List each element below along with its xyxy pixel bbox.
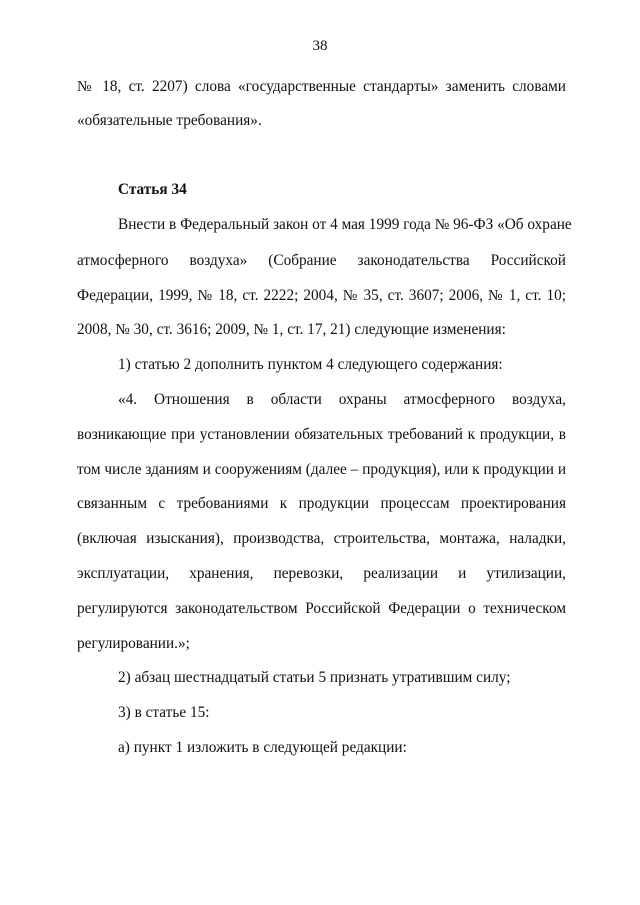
list-item: 2) абзац шестнадцатый статьи 5 признать утратившим силу; [118,669,511,686]
paragraph-line: Внести в Федеральный закон от 4 мая 1999 года № 96-ФЗ «Об охране [118,216,572,233]
paragraph-line: атмосферного воздуха» (Собрание законодательства Российской [77,252,566,269]
quote-line: регулируются законодательством Российской Федерации о техническом [77,600,566,617]
quote-line: связанным с требованиями к продукции процессам проектирования [77,495,566,512]
quote-line: возникающие при установлении обязательных требований к продукции, в [77,426,566,443]
paragraph-line: Федерации, 1999, № 18, ст. 2222; 2004, № 35, ст. 3607; 2006, № 1, ст. 10; [77,287,566,304]
paragraph-line: «обязательные требования». [77,112,262,129]
paragraph-line: 2008, № 30, ст. 3616; 2009, № 1, ст. 17, 21) следующие изменения: [77,321,506,338]
list-item: 3) в статье 15: [118,704,210,721]
quote-line: эксплуатации, хранения, перевозки, реализации и утилизации, [77,565,566,582]
quote-line: (включая изыскания), производства, строительства, монтажа, наладки, [77,530,566,547]
quote-line: «4. Отношения в области охраны атмосферного воздуха, [118,391,566,408]
page-number: 38 [312,38,328,54]
article-heading: Статья 34 [118,181,187,198]
list-item: 1) статью 2 дополнить пунктом 4 следующего содержания: [118,356,503,373]
list-item: а) пункт 1 изложить в следующей редакции: [118,739,407,756]
quote-line: регулировании.»; [77,635,190,652]
paragraph-line: № 18, ст. 2207) слова «государственные стандарты» заменить словами [77,78,566,95]
quote-line: том числе зданиям и сооружениям (далее – продукция), или к продукции и [77,461,566,478]
